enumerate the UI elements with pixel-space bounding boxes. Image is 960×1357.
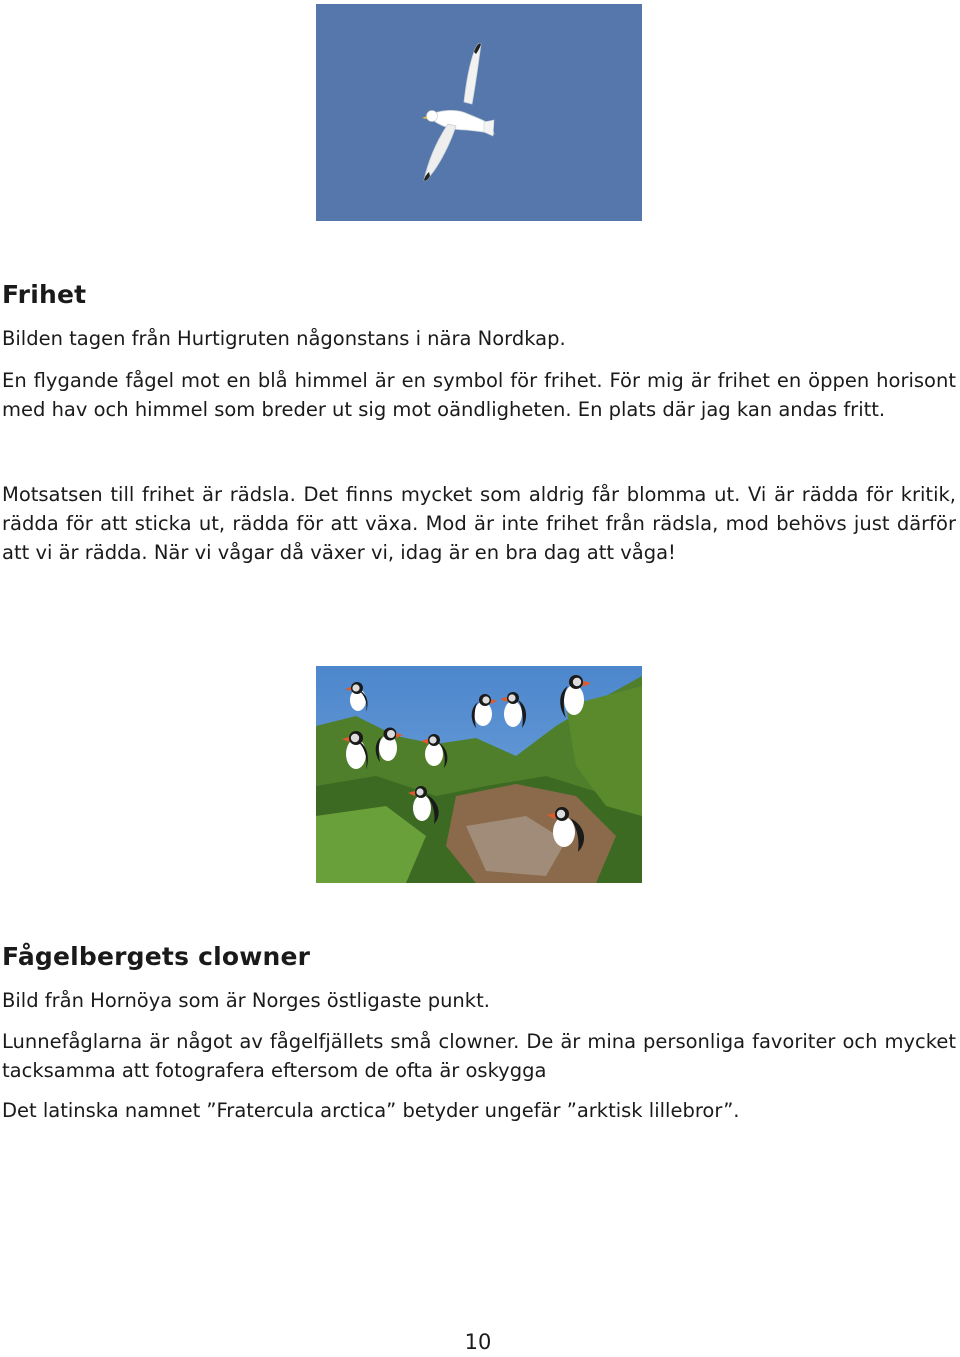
- section-title-clowner: Fågelbergets clowner: [2, 942, 311, 971]
- paragraph-clowner-1: Lunnefåglarna är något av fågelfjällets små clowner. De är mina personliga favoriter och mycket tacksamma att fotografera eftersom de ofta är oskygga: [2, 1030, 956, 1082]
- puffins-photo-graphic: [316, 666, 642, 883]
- section-title-frihet: Frihet: [2, 280, 87, 309]
- sky-background: [316, 4, 642, 221]
- puffins-photo: [316, 666, 642, 883]
- paragraph-frihet-2: Motsatsen till frihet är rädsla. Det finns mycket som aldrig får blomma ut. Vi är rädda för kritik, rädda för att sticka ut, rädda för att växa. Mod är inte frihet från rädsla, mod behövs just därför att vi är rädda. När vi vågar då växer vi, idag är en bra dag att våga!: [2, 483, 956, 564]
- photo-caption-clowner: Bild från Hornöya som är Norges östligaste punkt.: [2, 989, 490, 1012]
- paragraph-frihet-1: En flygande fågel mot en blå himmel är en symbol för frihet. För mig är frihet en öppen horisont med hav och himmel som breder ut sig mot oändligheten. En plats där jag kan andas fritt.: [2, 369, 956, 421]
- gull-photo-graphic: [316, 4, 642, 221]
- page-number: 10: [464, 1330, 492, 1354]
- paragraph-clowner-2: Det latinska namnet ”Fratercula arctica” betyder ungefär ”arktisk lillebror”.: [2, 1099, 740, 1122]
- gull-photo: [316, 4, 642, 221]
- photo-caption-frihet: Bilden tagen från Hurtigruten någonstans i nära Nordkap.: [2, 327, 566, 350]
